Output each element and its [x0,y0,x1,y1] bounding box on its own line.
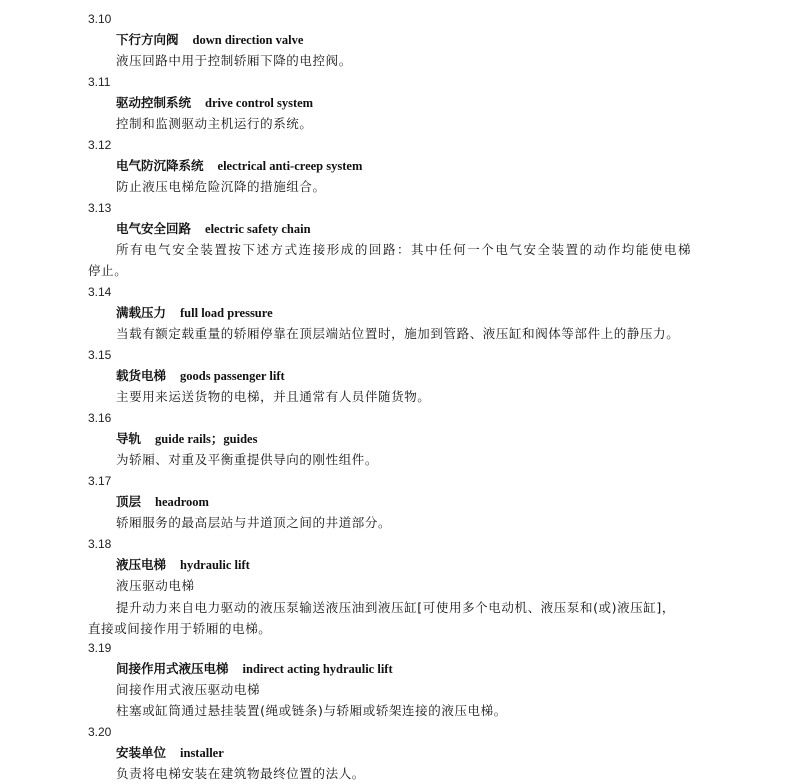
term-heading [116,32,303,48]
term-english: hydraulic lift [180,558,250,572]
clause-number: 3.13 [88,201,112,215]
term-chinese: 载货电梯 [116,368,167,383]
term-heading [116,557,250,573]
term-chinese: 下行方向阀 [116,32,179,47]
term-definition: 防止液压电梯危险沉降的措施组合。 [116,179,326,194]
term-english: electric safety chain [205,222,311,236]
term-definition: 为轿厢、对重及平衡重提供导向的刚性组件。 [116,452,379,467]
clause-number: 3.19 [88,641,112,655]
term-english: drive control system [205,96,314,110]
term-heading [116,158,362,174]
term-definition: 所有电气安全装置按下述方式连接形成的回路：其中任何一个电气安全装置的动作均能使电梯 [116,242,693,257]
term-chinese: 安装单位 [116,745,167,760]
term-definition: 液压回路中用于控制轿厢下降的电控阀。 [116,53,352,68]
clause-number: 3.17 [88,474,112,488]
term-heading [116,431,257,447]
term-heading [116,221,311,237]
term-definition-continued: 停止。 [88,263,128,278]
term-english: guide rails；guides [155,432,258,446]
term-chinese: 间接作用式液压电梯 [116,661,229,676]
term-english: headroom [155,495,209,509]
term-chinese: 液压电梯 [116,557,167,572]
term-chinese: 驱动控制系统 [116,95,192,110]
term-chinese: 电气安全回路 [116,221,192,236]
term-heading [116,661,393,677]
term-synonym: 液压驱动电梯 [116,578,195,593]
clause-number: 3.15 [88,348,112,362]
clause-number: 3.11 [88,75,111,89]
clause-number: 3.16 [88,411,112,425]
clause-number: 3.20 [88,725,112,739]
term-chinese: 顶层 [116,494,142,509]
term-definition: 当载有额定载重量的轿厢停靠在顶层端站位置时，施加到管路、液压缸和阀体等部件上的静压力。 [116,326,680,341]
term-english: indirect acting hydraulic lift [242,662,393,676]
term-definition: 控制和监测驱动主机运行的系统。 [116,116,313,131]
term-chinese: 导轨 [116,431,142,446]
clause-number: 3.18 [88,537,112,551]
term-definition: 主要用来运送货物的电梯，并且通常有人员伴随货物。 [116,389,431,404]
term-chinese: 满载压力 [116,305,167,320]
term-english: full load pressure [180,306,273,320]
term-definition: 负责将电梯安装在建筑物最终位置的法人。 [116,766,365,781]
term-definition-continued: 直接或间接作用于轿厢的电梯。 [88,621,272,636]
term-definition: 柱塞或缸筒通过悬挂装置(绳或链条)与轿厢或轿架连接的液压电梯。 [116,703,507,718]
term-english: installer [180,746,224,760]
term-definition: 轿厢服务的最高层站与井道顶之间的井道部分。 [116,515,392,530]
term-synonym: 间接作用式液压驱动电梯 [116,682,261,697]
term-english: goods passenger lift [180,369,285,383]
term-heading [116,95,313,111]
clause-number: 3.14 [88,285,112,299]
clause-number: 3.12 [88,138,112,152]
clause-number: 3.10 [88,12,112,26]
term-english: down direction valve [192,33,304,47]
term-chinese: 电气防沉降系统 [116,158,204,173]
term-heading [116,368,285,384]
term-definition: 提升动力来自电力驱动的液压泵输送液压油到液压缸[可使用多个电动机、液压泵和(或)液压缸]， [116,600,676,615]
term-english: electrical anti-creep system [217,159,363,173]
term-heading [116,494,209,510]
term-heading [116,745,224,761]
term-heading [116,305,273,321]
